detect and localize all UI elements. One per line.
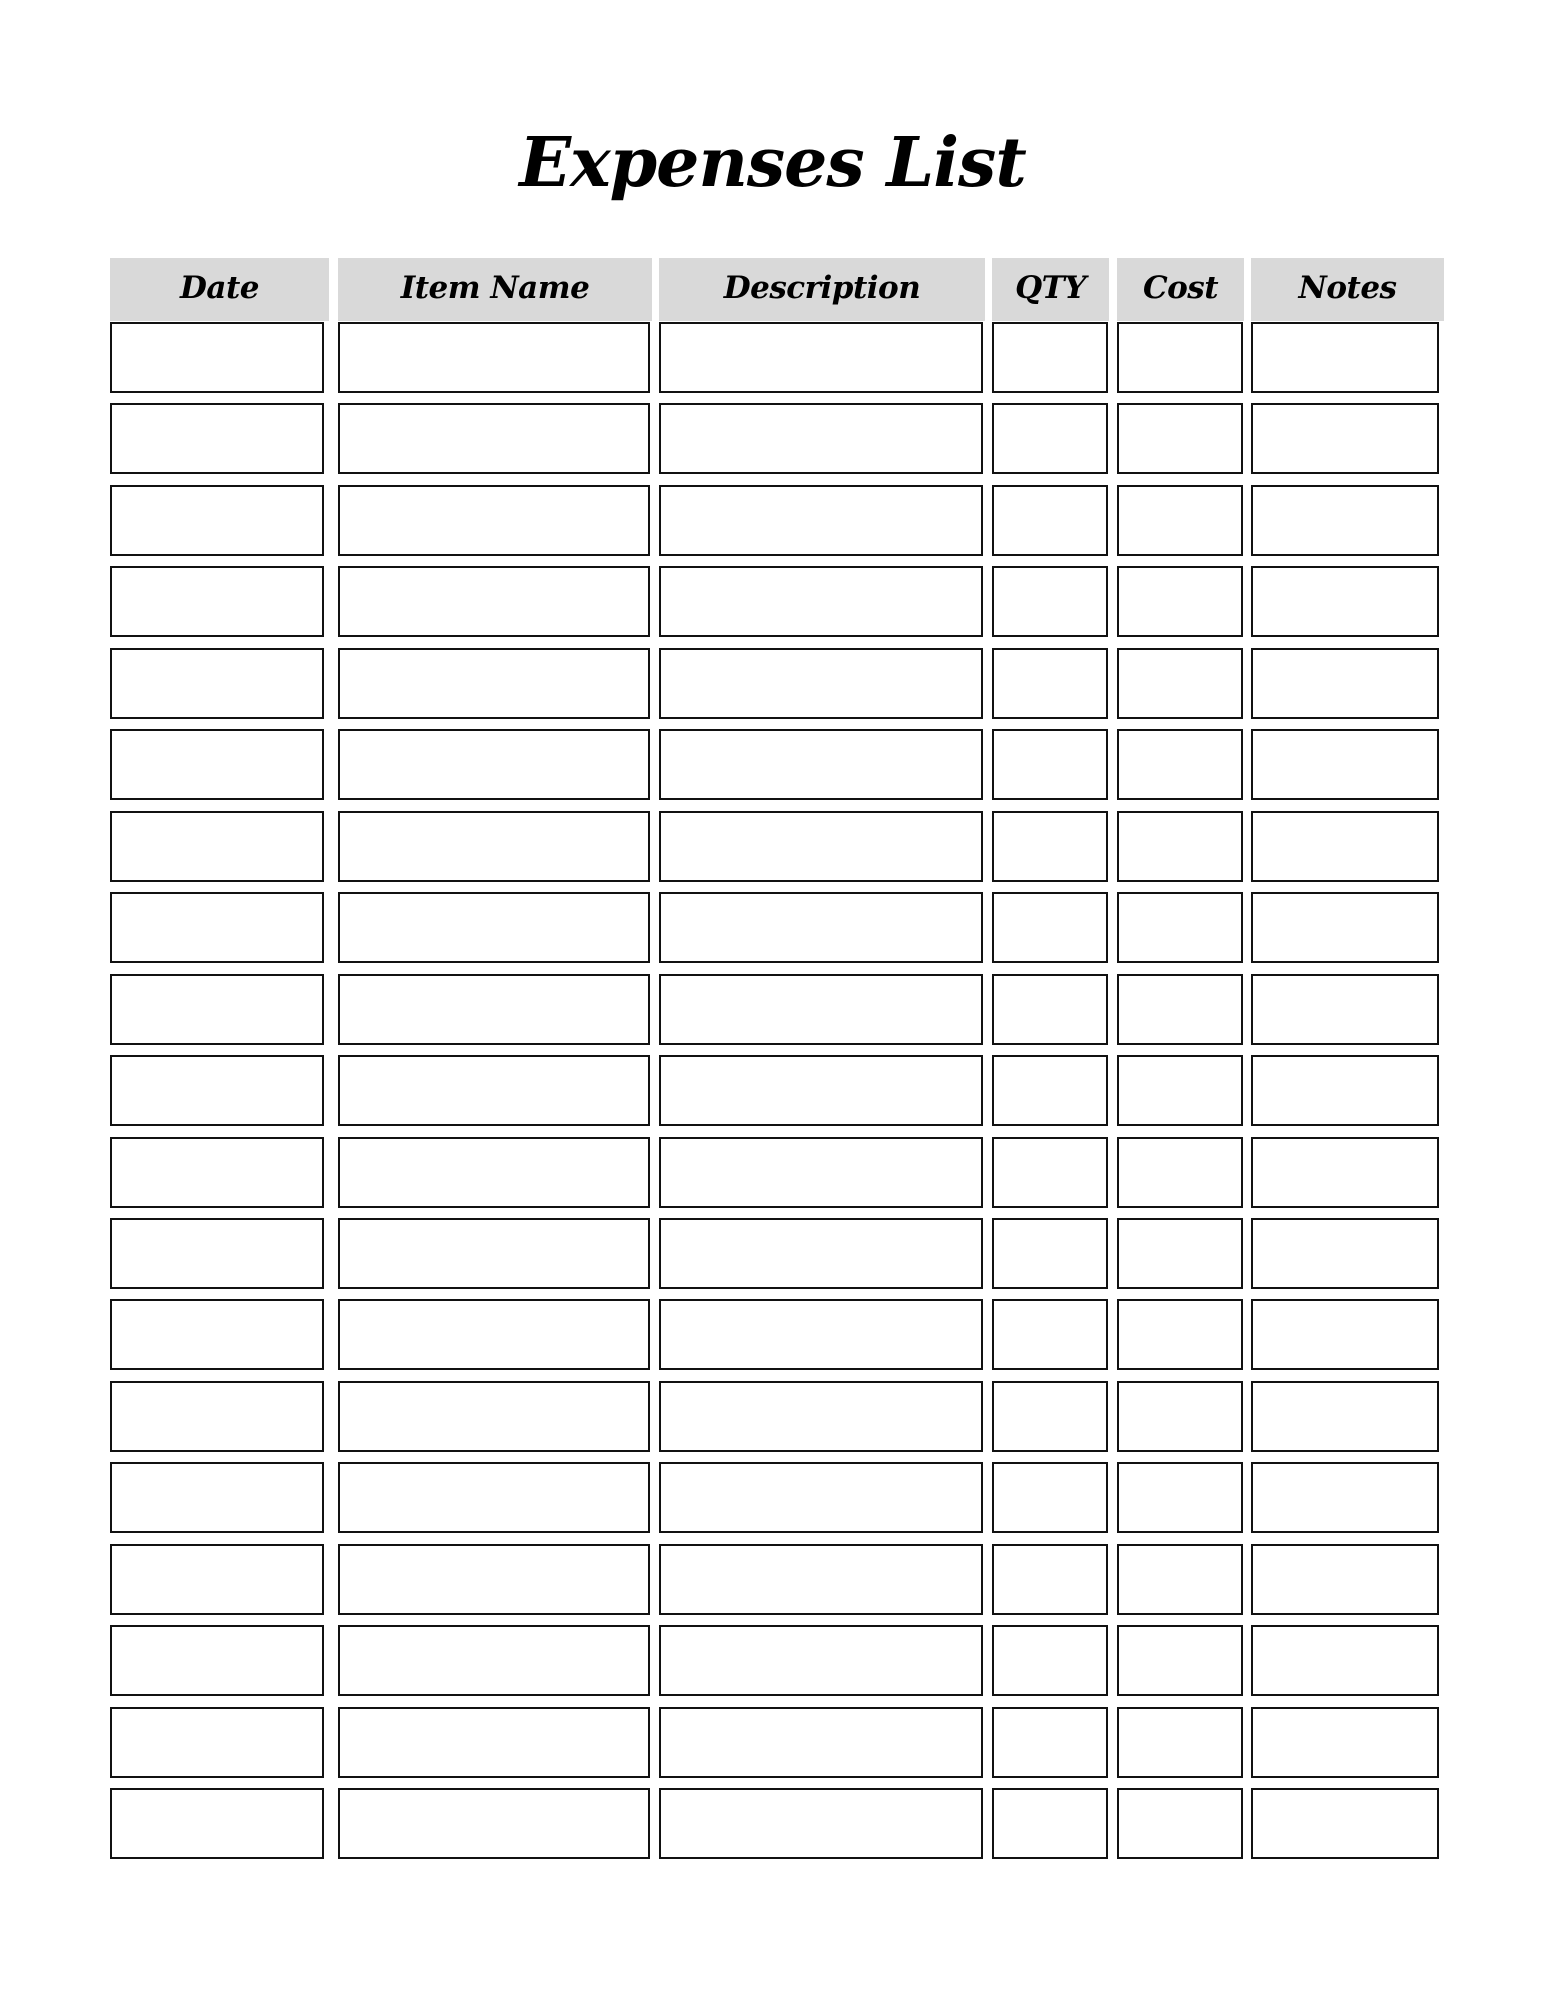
description-field[interactable] xyxy=(659,1544,983,1615)
qty-field[interactable] xyxy=(992,1544,1108,1615)
date-field[interactable] xyxy=(110,1707,324,1778)
cost-field[interactable] xyxy=(1117,1462,1243,1533)
qty-field[interactable] xyxy=(992,1707,1108,1778)
notes-field[interactable] xyxy=(1251,892,1439,963)
qty-field[interactable] xyxy=(992,1625,1108,1696)
item-name-field[interactable] xyxy=(338,1544,650,1615)
item-name-field[interactable] xyxy=(338,403,650,474)
notes-field[interactable] xyxy=(1251,1137,1439,1208)
description-field[interactable] xyxy=(659,1137,983,1208)
notes-field[interactable] xyxy=(1251,1544,1439,1615)
qty-field[interactable] xyxy=(992,1055,1108,1126)
qty-field[interactable] xyxy=(992,648,1108,719)
column-header-cost: Cost xyxy=(1117,258,1244,321)
item-name-field[interactable] xyxy=(338,1137,650,1208)
notes-field[interactable] xyxy=(1251,648,1439,719)
item-name-field[interactable] xyxy=(338,566,650,637)
date-field[interactable] xyxy=(110,1544,324,1615)
item-name-field[interactable] xyxy=(338,811,650,882)
item-name-field[interactable] xyxy=(338,322,650,393)
item-name-field[interactable] xyxy=(338,1055,650,1126)
qty-field[interactable] xyxy=(992,1218,1108,1289)
description-field[interactable] xyxy=(659,1625,983,1696)
notes-field[interactable] xyxy=(1251,1625,1439,1696)
item-name-field[interactable] xyxy=(338,974,650,1045)
item-name-field[interactable] xyxy=(338,892,650,963)
description-field[interactable] xyxy=(659,1788,983,1859)
date-field[interactable] xyxy=(110,811,324,882)
date-field[interactable] xyxy=(110,1462,324,1533)
qty-field[interactable] xyxy=(992,892,1108,963)
qty-field[interactable] xyxy=(992,1137,1108,1208)
description-field[interactable] xyxy=(659,648,983,719)
column-header-item-name: Item Name xyxy=(338,258,652,321)
cost-field[interactable] xyxy=(1117,1218,1243,1289)
notes-field[interactable] xyxy=(1251,322,1439,393)
description-field[interactable] xyxy=(659,1299,983,1370)
qty-field[interactable] xyxy=(992,1381,1108,1452)
qty-field[interactable] xyxy=(992,974,1108,1045)
description-field[interactable] xyxy=(659,811,983,882)
description-field[interactable] xyxy=(659,1055,983,1126)
description-field[interactable] xyxy=(659,322,983,393)
description-field[interactable] xyxy=(659,974,983,1045)
notes-field[interactable] xyxy=(1251,1788,1439,1859)
description-field[interactable] xyxy=(659,485,983,556)
item-name-field[interactable] xyxy=(338,1707,650,1778)
cost-field[interactable] xyxy=(1117,1299,1243,1370)
column-header-date: Date xyxy=(110,258,329,321)
date-field[interactable] xyxy=(110,322,324,393)
qty-field[interactable] xyxy=(992,1462,1108,1533)
date-field[interactable] xyxy=(110,1299,324,1370)
date-field[interactable] xyxy=(110,729,324,800)
cost-field[interactable] xyxy=(1117,403,1243,474)
item-name-field[interactable] xyxy=(338,1462,650,1533)
item-name-field[interactable] xyxy=(338,1218,650,1289)
notes-field[interactable] xyxy=(1251,1218,1439,1289)
qty-field[interactable] xyxy=(992,729,1108,800)
date-field[interactable] xyxy=(110,1381,324,1452)
qty-field[interactable] xyxy=(992,485,1108,556)
item-name-field[interactable] xyxy=(338,1299,650,1370)
description-field[interactable] xyxy=(659,1707,983,1778)
cost-field[interactable] xyxy=(1117,648,1243,719)
qty-field[interactable] xyxy=(992,322,1108,393)
cost-field[interactable] xyxy=(1117,1381,1243,1452)
qty-field[interactable] xyxy=(992,566,1108,637)
notes-field[interactable] xyxy=(1251,1381,1439,1452)
item-name-field[interactable] xyxy=(338,1788,650,1859)
notes-field[interactable] xyxy=(1251,1707,1439,1778)
item-name-field[interactable] xyxy=(338,648,650,719)
cost-field[interactable] xyxy=(1117,485,1243,556)
date-field[interactable] xyxy=(110,403,324,474)
cost-field[interactable] xyxy=(1117,566,1243,637)
date-field[interactable] xyxy=(110,1788,324,1859)
notes-field[interactable] xyxy=(1251,403,1439,474)
date-field[interactable] xyxy=(110,648,324,719)
item-name-field[interactable] xyxy=(338,1381,650,1452)
date-field[interactable] xyxy=(110,566,324,637)
cost-field[interactable] xyxy=(1117,1788,1243,1859)
qty-field[interactable] xyxy=(992,1788,1108,1859)
date-field[interactable] xyxy=(110,1055,324,1126)
notes-field[interactable] xyxy=(1251,1299,1439,1370)
notes-field[interactable] xyxy=(1251,1055,1439,1126)
date-field[interactable] xyxy=(110,485,324,556)
notes-field[interactable] xyxy=(1251,1462,1439,1533)
qty-field[interactable] xyxy=(992,403,1108,474)
cost-field[interactable] xyxy=(1117,974,1243,1045)
cost-field[interactable] xyxy=(1117,1707,1243,1778)
item-name-field[interactable] xyxy=(338,485,650,556)
description-field[interactable] xyxy=(659,892,983,963)
cost-field[interactable] xyxy=(1117,729,1243,800)
cost-field[interactable] xyxy=(1117,322,1243,393)
item-name-field[interactable] xyxy=(338,729,650,800)
qty-field[interactable] xyxy=(992,811,1108,882)
cost-field[interactable] xyxy=(1117,1544,1243,1615)
cost-field[interactable] xyxy=(1117,1055,1243,1126)
date-field[interactable] xyxy=(110,1218,324,1289)
description-field[interactable] xyxy=(659,1462,983,1533)
page-title: Expenses List xyxy=(519,123,1026,203)
column-header-description: Description xyxy=(659,258,985,321)
cost-field[interactable] xyxy=(1117,1625,1243,1696)
description-field[interactable] xyxy=(659,403,983,474)
date-field[interactable] xyxy=(110,1625,324,1696)
qty-field[interactable] xyxy=(992,1299,1108,1370)
description-field[interactable] xyxy=(659,1218,983,1289)
cost-field[interactable] xyxy=(1117,1137,1243,1208)
description-field[interactable] xyxy=(659,1381,983,1452)
cost-field[interactable] xyxy=(1117,892,1243,963)
column-header-notes: Notes xyxy=(1251,258,1444,321)
item-name-field[interactable] xyxy=(338,1625,650,1696)
date-field[interactable] xyxy=(110,974,324,1045)
column-header-qty: QTY xyxy=(992,258,1109,321)
notes-field[interactable] xyxy=(1251,974,1439,1045)
cost-field[interactable] xyxy=(1117,811,1243,882)
notes-field[interactable] xyxy=(1251,811,1439,882)
description-field[interactable] xyxy=(659,566,983,637)
notes-field[interactable] xyxy=(1251,566,1439,637)
date-field[interactable] xyxy=(110,1137,324,1208)
notes-field[interactable] xyxy=(1251,485,1439,556)
description-field[interactable] xyxy=(659,729,983,800)
notes-field[interactable] xyxy=(1251,729,1439,800)
date-field[interactable] xyxy=(110,892,324,963)
